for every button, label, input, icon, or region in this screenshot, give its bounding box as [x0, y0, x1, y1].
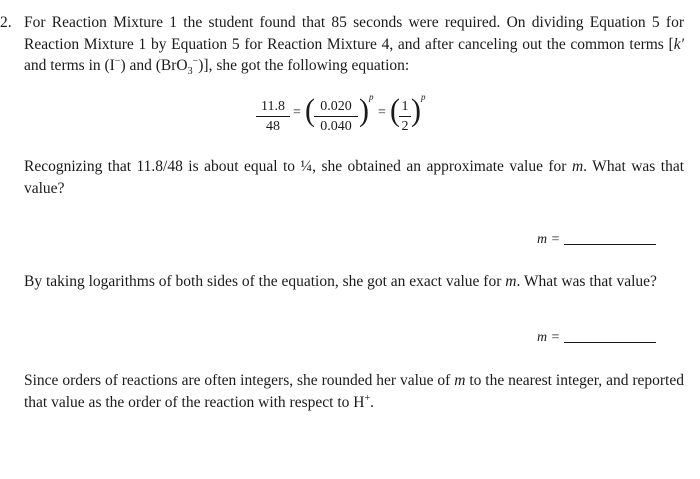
intro-text-3: ) and (BrO	[120, 57, 188, 74]
equals-sign: =	[378, 105, 386, 120]
conclusion-text-2: to the nearest integer, and reported that value as the order of the reaction with respect to H	[24, 372, 684, 411]
rate-ratio-equation	[256, 92, 436, 144]
fraction-denominator: 0.040	[320, 119, 352, 134]
question-number: 2.	[0, 14, 12, 31]
iodide-charge: −	[114, 55, 121, 67]
close-paren: )	[411, 93, 421, 128]
intro-text-2: and terms in (I	[24, 57, 115, 74]
bromate-charge: −	[192, 55, 199, 67]
exponent-p: p	[421, 92, 426, 102]
question-intro	[24, 12, 684, 77]
fraction-numerator: 0.020	[320, 99, 352, 114]
k-prime-symbol: k′	[673, 35, 684, 53]
intro-text-4: )], she got the following equation:	[198, 57, 410, 74]
part-a-text-1: Recognizing that 11.8/48 is about equal to ¼, she obtained an approximate value for	[24, 158, 572, 175]
part-a-text	[24, 156, 684, 199]
part-a-text-2: . What was that value?	[24, 158, 685, 197]
variable-m: m	[505, 273, 517, 290]
answer-a-field[interactable]	[537, 231, 656, 249]
fraction-one-half	[399, 98, 411, 135]
fraction-denominator: 2	[401, 119, 409, 134]
fraction-numerator: 11.8	[261, 99, 285, 114]
fraction-denominator: 48	[266, 119, 280, 134]
bromate-subscript: 3	[187, 66, 193, 78]
answer-b-field[interactable]	[537, 329, 656, 347]
answer-b-label: m =	[537, 330, 561, 345]
intro-text-1: For Reaction Mixture 1 the student found that 85 seconds were required. On dividing Equation 5 for Reaction Mixture 1 by Equation 5 for Reaction Mixture 4, and after canceling out the common terms [	[24, 14, 684, 53]
part-b-text-2: . What was that value?	[516, 273, 657, 290]
close-paren: )	[359, 93, 369, 128]
exponent-p: p	[369, 92, 374, 102]
fraction-numerator: 1	[401, 99, 409, 114]
fraction-bar	[399, 116, 411, 117]
open-paren: (	[390, 93, 400, 128]
hydrogen-charge: +	[364, 392, 371, 404]
conclusion-text	[24, 370, 684, 413]
variable-m: m	[454, 372, 466, 389]
conclusion-text-1: Since orders of reactions are often integers, she rounded her value of	[24, 372, 455, 389]
part-b-text-1: By taking logarithms of both sides of the equation, she got an exact value for	[24, 273, 506, 290]
open-paren: (	[305, 93, 315, 128]
variable-m: m	[571, 158, 584, 175]
equals-sign: =	[293, 105, 301, 120]
fraction-bar	[314, 116, 358, 117]
fraction-time-ratio	[256, 98, 290, 135]
conclusion-text-3: .	[370, 393, 374, 411]
fraction-concentration-ratio	[314, 98, 358, 135]
answer-a-label: m =	[537, 232, 561, 247]
answer-a-blank[interactable]	[564, 244, 656, 245]
part-b-text	[24, 271, 684, 293]
fraction-bar	[256, 116, 290, 117]
answer-b-blank[interactable]	[564, 342, 656, 343]
